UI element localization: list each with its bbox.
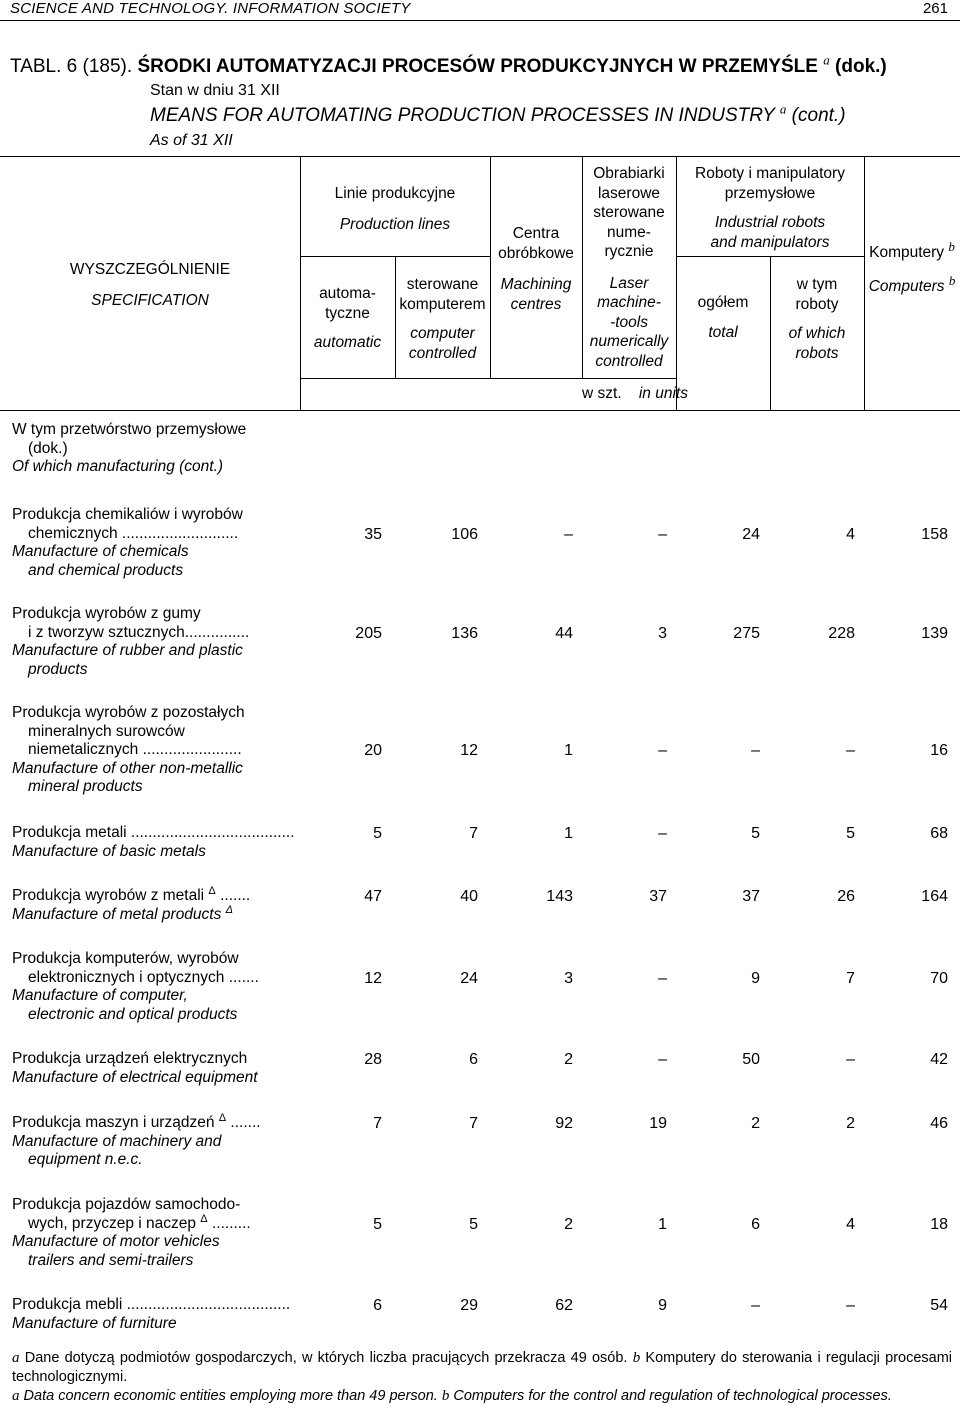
row-label-en: Manufacture of rubber and plastic (12, 642, 243, 659)
laser-en-1: Laser (609, 274, 649, 292)
laser-en-4: numerically (589, 333, 669, 350)
table-cell: 205 (355, 624, 382, 642)
table-cell: – (846, 1297, 855, 1314)
centra-pl-2: obróbkowe (498, 244, 574, 262)
laser-pl-2: laserowe (597, 184, 661, 202)
robots-of-which-header (770, 275, 864, 363)
table-cell: 50 (742, 1051, 760, 1068)
section-pl-1: W tym przetwórstwo przemysłowe (12, 421, 247, 438)
table-cell: 54 (930, 1297, 948, 1314)
row-label (12, 1296, 297, 1333)
row-label-en: mineral products (28, 778, 143, 795)
table-cell: 4 (846, 1215, 855, 1233)
laser-pl-3: sterowane (593, 204, 665, 221)
table-cell: 2 (564, 1215, 573, 1233)
table-cell: 3 (658, 624, 667, 642)
table-cell: 9 (751, 969, 760, 987)
table-cell: 44 (555, 624, 573, 642)
table-cell: 6 (469, 1051, 478, 1068)
state-en: As of 31 XII (150, 132, 233, 149)
laser-tools-header (582, 164, 676, 371)
table-cell: 12 (364, 969, 382, 987)
row-label (12, 605, 297, 679)
section-heading (12, 421, 312, 477)
footnote-pl-b: Komputery do sterowania i regulacji procesami technologicznymi. (12, 1350, 953, 1385)
table-cell: 2 (846, 1115, 855, 1132)
table-cell: 136 (451, 624, 478, 642)
row-label (12, 884, 297, 924)
footnote-en-a: Data concern economic entities employing more than 49 person. (23, 1388, 438, 1404)
table-cell: 5 (846, 825, 855, 842)
robots-total-header (676, 293, 770, 342)
row-label (12, 1111, 297, 1170)
total-en: total (708, 323, 738, 341)
table-cell: 139 (921, 624, 948, 642)
header-rule (0, 20, 960, 21)
row-label-en: electronic and optical products (28, 1005, 238, 1023)
table-top-rule (0, 156, 960, 157)
table-cell: 5 (751, 825, 760, 842)
which-pl-1: w tym (796, 276, 838, 293)
title-en-footnote-mark: a (779, 101, 787, 117)
table-cell: 26 (837, 888, 855, 905)
row-label-en: Manufacture of motor vehicles (12, 1233, 220, 1250)
table-cell: 70 (930, 969, 948, 987)
ctrl-pl-1: sterowane (406, 276, 479, 293)
table-cell: 5 (373, 825, 382, 842)
table-cell: 18 (930, 1215, 948, 1233)
section-en: Of which manufacturing (cont.) (12, 458, 224, 475)
row-label-en: Manufacture of furniture (12, 1314, 177, 1332)
table-cell: 37 (742, 888, 760, 905)
table-cell: 29 (460, 1297, 478, 1314)
table-cell: 6 (751, 1215, 760, 1233)
which-en-1: of which (788, 325, 846, 342)
row-label-pl: Produkcja urządzeń elektrycznych (12, 1050, 248, 1067)
state-pl: Stan w dniu 31 XII (150, 82, 280, 99)
table-cell: 9 (658, 1297, 667, 1314)
table-number: TABL. 6 (185). (10, 56, 133, 77)
table-cell: 3 (564, 969, 573, 987)
footnote-pl-a-mark: a (12, 1350, 20, 1366)
row-label-pl: mineralnych surowców (28, 722, 185, 740)
table-cell: – (658, 742, 667, 759)
footnote-en (12, 1387, 952, 1406)
footnote-en-b-mark: b (441, 1388, 450, 1404)
table-cell: 2 (564, 1051, 573, 1068)
row-label-pl: wych, przyczep i naczep $^\Delta$ ......... (28, 1212, 251, 1232)
table-cell: 5 (373, 1215, 382, 1233)
table-cell: 7 (373, 1115, 382, 1132)
row-label (12, 1196, 297, 1270)
footnote-pl (12, 1349, 952, 1387)
machining-centres-header (490, 224, 582, 314)
table-cell: – (658, 969, 667, 987)
row-label (12, 1050, 297, 1087)
table-cell: 68 (930, 825, 948, 842)
table-cell: 228 (828, 624, 855, 642)
spec-pl: WYSZCZEGÓLNIENIE (69, 261, 231, 278)
table-cell: 158 (921, 525, 948, 543)
row-label-en: Manufacture of basic metals (12, 842, 206, 860)
table-cell: 4 (846, 525, 855, 543)
title-main-pl: ŚRODKI AUTOMATYZACJI PROCESÓW PRODUKCYJNYCH W PRZEMYŚLE (137, 56, 818, 77)
table-cell: – (751, 742, 760, 759)
table-cell: 47 (364, 888, 382, 905)
table-cell: 42 (930, 1051, 948, 1068)
table-cell: 12 (460, 742, 478, 759)
units-pl: w szt. (582, 385, 622, 402)
table-cell: 24 (460, 969, 478, 987)
row-label-pl: chemicznych ........................... (28, 524, 239, 542)
section-pl-2: (dok.) (28, 439, 68, 457)
centra-en-2: centres (510, 295, 562, 313)
robots-header (676, 164, 864, 252)
spec-header (0, 260, 300, 310)
ctrl-pl-2: komputerem (399, 295, 486, 313)
ctrl-en-1: computer (410, 325, 475, 342)
table-cell: 19 (649, 1115, 667, 1132)
row-label-pl: Produkcja chemikaliów i wyrobów (12, 506, 243, 523)
centra-en-1: Machining (500, 276, 572, 293)
table-cell: 7 (469, 1115, 478, 1132)
lines-pl: Linie produkcyjne (334, 185, 456, 202)
table-cell: – (751, 1297, 760, 1314)
table-title (10, 52, 955, 78)
production-lines-header (300, 184, 490, 234)
table-cell: 7 (469, 825, 478, 842)
centra-pl-1: Centra (512, 225, 560, 242)
units-en: in units (638, 385, 688, 402)
table-cell: – (846, 742, 855, 759)
table-cell: 275 (733, 624, 760, 642)
automatic-header (300, 284, 395, 353)
which-en-2: robots (795, 344, 839, 362)
table-cell: 106 (451, 525, 478, 543)
footnote-pl-a: Dane dotyczą podmiotów gospodarczych, w których liczba pracujących przekracza 49 osób. (24, 1350, 628, 1366)
footnote-en-b: Computers for the control and regulation of technological processes. (453, 1388, 892, 1404)
table-cell: 35 (364, 525, 382, 543)
computers-pl: Komputery (869, 244, 945, 261)
table-cell: – (658, 525, 667, 543)
title-en (150, 101, 846, 128)
row-label-pl: Produkcja mebli ...................................... (12, 1296, 291, 1313)
row-label-en: Manufacture of chemicals (12, 543, 189, 560)
table-cell: – (658, 825, 667, 842)
computers-header (864, 238, 960, 296)
row-label-en: and chemical products (28, 561, 184, 579)
title-en-suffix: (cont.) (791, 105, 846, 126)
row-label-pl: Produkcja maszyn i urządzeń $^\Delta$ ....... (12, 1111, 261, 1131)
table-cell: 20 (364, 742, 382, 759)
table-cell: 16 (930, 742, 948, 759)
row-label-en: Manufacture of metal products $^\Delta$ (12, 903, 234, 923)
row-label-en: equipment n.e.c. (28, 1151, 143, 1168)
table-cell: – (846, 1051, 855, 1068)
computers-en: Computers (868, 277, 945, 295)
laser-pl-5: rycznie (604, 243, 654, 260)
table-cell: 40 (460, 888, 478, 905)
auto-en: automatic (313, 334, 382, 351)
spec-en: SPECIFICATION (91, 291, 209, 309)
footnote-pl-b-mark: b (632, 1350, 641, 1366)
table-cell: 1 (658, 1215, 667, 1233)
auto-pl-2: tyczne (325, 304, 370, 322)
table-cell: 62 (555, 1297, 573, 1314)
row-label-en: Manufacture of machinery and (12, 1132, 222, 1150)
title-en-main: MEANS FOR AUTOMATING PRODUCTION PROCESSES IN INDUSTRY (150, 105, 775, 126)
row-label (12, 506, 297, 580)
laser-en-2: machine- (597, 294, 661, 311)
laser-en-3: -tools (610, 313, 648, 331)
row-label (12, 704, 297, 797)
lines-en: Production lines (339, 215, 451, 233)
table-cell: 24 (742, 525, 760, 543)
units-rule (300, 378, 676, 379)
row-label-pl: Produkcja wyrobów z pozostałych (12, 704, 245, 721)
row-label-pl: Produkcja pojazdów samochodo- (12, 1196, 241, 1213)
table-cell: 1 (564, 825, 573, 842)
row-label-en: Manufacture of electrical equipment (12, 1068, 258, 1086)
table-cell: 164 (921, 888, 948, 905)
page-number: 261 (922, 0, 948, 17)
table-cell: – (658, 1051, 667, 1068)
units-header (540, 384, 730, 404)
computers-en-mark: b (948, 272, 956, 288)
total-pl: ogółem (697, 294, 749, 311)
table-header-bottom-rule (0, 410, 960, 411)
robots-pl-1: Roboty i manipulatory (695, 165, 845, 182)
footnote-en-a-mark: a (12, 1388, 20, 1404)
table-cell: 5 (469, 1215, 478, 1233)
which-pl-2: roboty (795, 295, 839, 313)
row-label-pl: Produkcja komputerów, wyrobów (12, 950, 239, 967)
laser-pl-1: Obrabiarki (593, 165, 665, 182)
robots-en-1: Industrial robots (714, 214, 826, 231)
row-label-pl: Produkcja metali ...................................... (12, 824, 295, 841)
running-head: SCIENCE AND TECHNOLOGY. INFORMATION SOCIETY (10, 0, 411, 17)
computer-controlled-header (395, 275, 490, 363)
row-label-en: Manufacture of computer, (12, 987, 188, 1004)
row-label-pl: niemetalicznych ....................... (28, 741, 242, 758)
robots-pl-2: przemysłowe (724, 184, 816, 202)
table-cell: 7 (846, 969, 855, 987)
row-label-pl: i z tworzyw sztucznych............... (28, 623, 250, 641)
row-label-en: Manufacture of other non-metallic (12, 759, 243, 777)
row-label (12, 950, 297, 1024)
row-label-pl: elektronicznych i optycznych ....... (28, 968, 259, 986)
laser-pl-4: nume- (607, 223, 651, 241)
table-cell: 143 (546, 888, 573, 905)
title-suffix-pl: (dok.) (835, 56, 887, 77)
row-label-pl: Produkcja wyrobów z metali $^\Delta$ ....... (12, 884, 251, 904)
auto-pl-1: automa- (319, 285, 376, 302)
ctrl-en-2: controlled (408, 344, 477, 362)
table-cell: 28 (364, 1051, 382, 1068)
table-cell: 46 (930, 1115, 948, 1132)
table-cell: 6 (373, 1297, 382, 1314)
robots-en-2: and manipulators (710, 233, 830, 251)
row-label-en: trailers and semi-trailers (28, 1251, 194, 1269)
table-cell: – (564, 525, 573, 543)
title-footnote-mark: a (823, 52, 830, 68)
row-label (12, 824, 297, 861)
row-label-pl: Produkcja wyrobów z gumy (12, 605, 201, 622)
computers-pl-mark: b (948, 238, 955, 254)
table-cell: 37 (649, 888, 667, 905)
table-cell: 2 (751, 1115, 760, 1132)
row-label-en: products (28, 660, 88, 678)
table-cell: 92 (555, 1115, 573, 1132)
laser-en-5: controlled (595, 352, 663, 370)
table-cell: 1 (564, 742, 573, 759)
